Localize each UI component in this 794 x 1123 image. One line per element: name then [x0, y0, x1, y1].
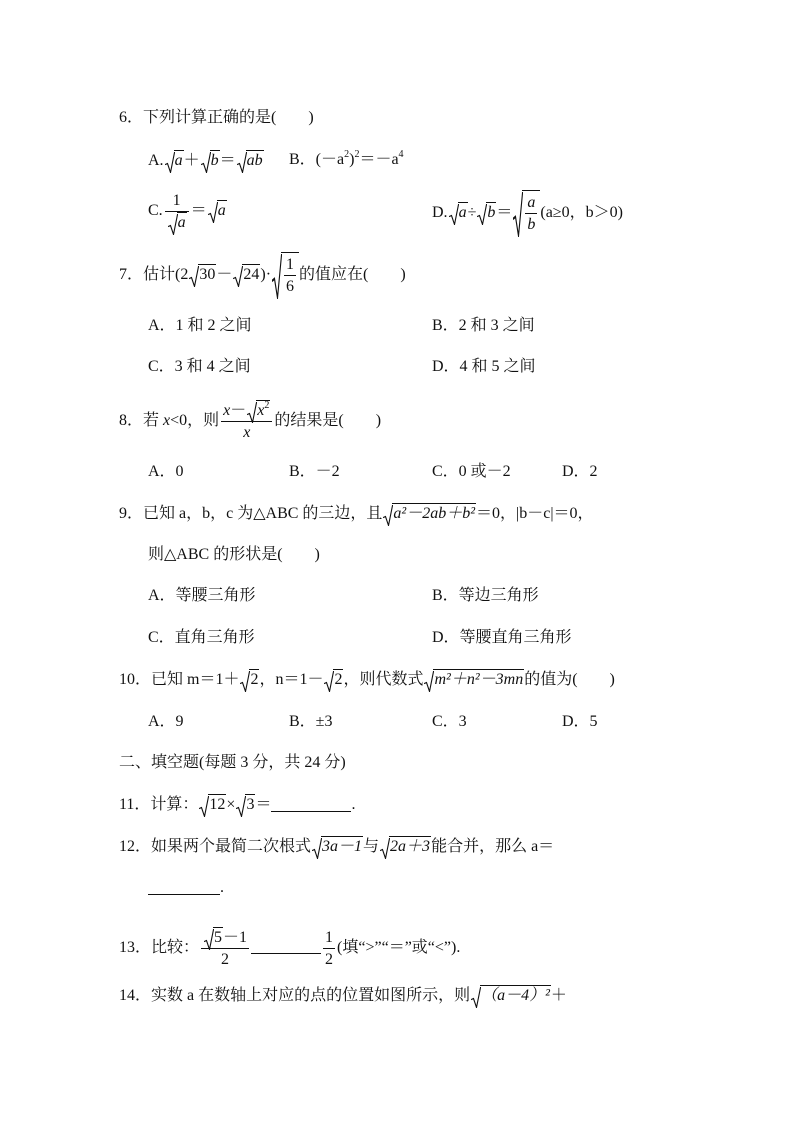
q6-option-b: B．$(-a^2)^2=-a^4$ [289, 149, 404, 168]
question-14-stem: 14．实数 a 在数轴上对应的点的位置如图所示，则 （a－4）²＋ [119, 985, 567, 1006]
q8-option-a: A．0 [148, 463, 184, 480]
question-11-stem: 11．计算： 12× 3＝ . [119, 794, 355, 815]
q7-option-a: A．1 和 2 之间 [148, 317, 252, 334]
q8-option-c: C．0 或－2 [432, 463, 511, 480]
radical: ab [237, 150, 264, 171]
radical: a [165, 150, 184, 171]
q9-option-c: C．直角三角形 [148, 629, 255, 646]
radical: b [201, 150, 220, 171]
q10-option-b: B．±3 [289, 713, 333, 730]
question-12-stem: 12．如果两个最简二次根式 3a－1与 2a＋3能合并，那么 a＝ [119, 836, 554, 857]
q6-option-d: D. a÷ b＝ $\frac{a}{b}$ (a≥0，b＞0) [432, 190, 623, 235]
answer-blank[interactable] [271, 811, 351, 812]
fraction: $\frac{1}{2}$ [325, 929, 334, 968]
q10-option-a: A．9 [148, 713, 184, 730]
q10-option-d: D．5 [562, 713, 598, 730]
q9-option-b: B．等边三角形 [432, 587, 539, 604]
question-6-stem: 6．下列计算正确的是( ) [119, 109, 314, 126]
fraction: x－ $x^2$ x [221, 400, 272, 443]
q7-option-d: D．4 和 5 之间 [432, 358, 536, 375]
q9-option-a: A．等腰三角形 [148, 587, 256, 604]
question-9-stem-line2: 则△ABC 的形状是( ) [148, 546, 320, 563]
q8-option-b: B．－2 [289, 463, 340, 480]
q8-option-d: D．2 [562, 463, 598, 480]
q6-option-c: C. $\frac{1}{a}$ ＝ a [148, 190, 227, 233]
section-2-title: 二、填空题(每题 3 分，共 24 分) [119, 754, 346, 771]
q7-option-b: B．2 和 3 之间 [432, 317, 535, 334]
fraction: $\frac{1}{a}$ [165, 190, 189, 233]
q6-option-a: A. a＋ b＝ ab [148, 150, 264, 171]
question-12-blank-line: . [148, 878, 224, 898]
answer-blank[interactable] [251, 953, 321, 954]
question-8-stem: 8．若 x<0，则 x－ $x^2$ x 的结果是( ) [119, 400, 382, 441]
question-10-stem: 10．已知 m＝1＋ 2，n＝1－ 2，则代数式 m²＋n²－3mn的值为( ) [119, 669, 615, 690]
fraction: $\frac{5-1}{2}$ [201, 927, 249, 970]
q9-option-d: D．等腰直角三角形 [432, 629, 572, 646]
question-9-stem: 9．已知 a，b，c 为△ABC 的三边，且 a²－2ab＋b²＝0，|b－c|＝0， [119, 503, 594, 524]
q7-option-c: C．3 和 4 之间 [148, 358, 251, 375]
q10-option-c: C．3 [432, 713, 467, 730]
question-13-stem: 13．比较： $\frac{5-1}{2}$ $\frac{1}{2}$ (填“>”“＝”或“<”). [119, 929, 461, 968]
question-7-stem: 7．估计(2 30－ 24)· $\frac{1}{6}$ 的值应在( ) [119, 252, 406, 297]
answer-blank[interactable] [148, 894, 220, 895]
